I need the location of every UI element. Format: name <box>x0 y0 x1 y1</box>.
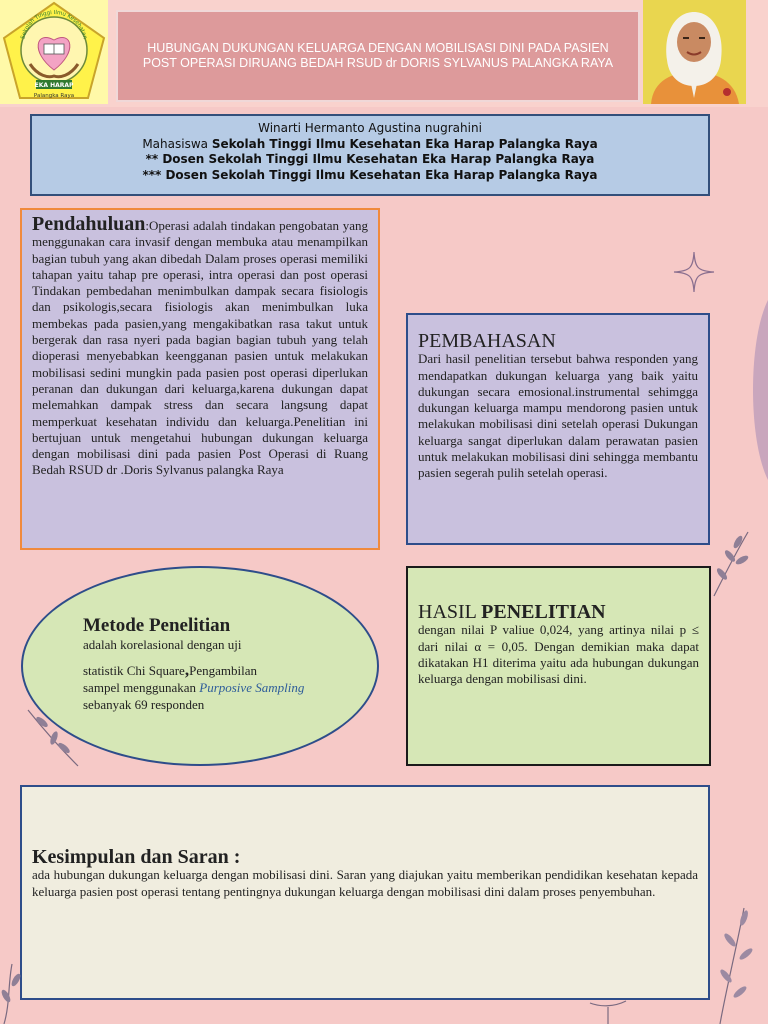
leaf-sprig-icon <box>708 528 754 598</box>
hasil-body: dengan nilai P valiue 0,024, yang artinya nilai p ≤ dari nilai α = 0,05. Dengan demikian maka dapat dikatakan H1 diterima yaitu ada hubungan dukungan keluarga dengan mobilisasi dini. <box>418 622 699 687</box>
author-photo <box>643 0 746 104</box>
arc-decoration-icon <box>748 300 768 480</box>
metode-heading: Metode Penelitian <box>83 615 231 636</box>
metode-italic-term: Purposive Sampling <box>199 680 305 695</box>
affiliation-line-3: *** Dosen Sekolah Tinggi Ilmu Kesehatan Eka Harap Palangka Raya <box>142 167 598 182</box>
institution-logo <box>0 0 108 104</box>
kesimpulan-body: ada hubungan dukungan keluarga dengan mobilisasi dini. Saran yang diajukan yaitu memberikan pendidikan kesehatan kepada keluarga pasien post operasi tentang pentingnya dukungan keluarga dengan mobilisasi dini dalam proses penyembuhan. <box>32 867 698 899</box>
hasil-heading-b: PENELITIAN <box>481 601 606 623</box>
metode-line-2-comma: , <box>184 660 190 679</box>
sparkle-icon <box>672 250 716 294</box>
hasil-heading-a: HASIL <box>418 601 477 623</box>
metode-line-2c: Pengambilan <box>189 663 257 678</box>
kesimpulan-section <box>20 785 710 1000</box>
hasil-section <box>406 566 711 766</box>
hasil-heading <box>418 601 699 623</box>
poster-title: HUBUNGAN DUKUNGAN KELUARGA DENGAN MOBILISASI DINI PADA PASIEN POST OPERASI DIRUANG BEDAH RSUD dr DORIS SYLVANUS PALANGKA RAYA <box>142 41 614 70</box>
affiliation-line-2: ** Dosen Sekolah Tinggi Ilmu Kesehatan Eka Harap Palangka Raya <box>145 152 595 166</box>
author-affiliation-box <box>30 114 710 196</box>
affiliation-line-1 <box>32 137 708 153</box>
logo-emblem <box>0 0 108 104</box>
pembahasan-body: Dari hasil penelitian tersebut bahwa responden yang mendapatkan dukungan keluarga yang baik yaitu dukungan secara emosional.instrumental sehimgga dukungan keluarga mampu mendorong pasien untuk melakukan mobilisasi dini setelah operasi Dukungan keluarga sangat diperlukan dalam perawatan pasien untuk melakukan mobilisasi dini sehingga membantu pasien segerah pulih setelah operasi. <box>418 351 698 481</box>
metode-section <box>83 617 313 713</box>
metode-tail: sebanyak 69 responden <box>83 697 205 712</box>
metode-line-2a: statistik Chi Square <box>83 663 185 678</box>
person-portrait-icon <box>643 0 746 104</box>
author-names: Winarti Hermanto Agustina nugrahini <box>258 121 482 135</box>
pembahasan-heading: PEMBAHASAN <box>418 330 556 352</box>
logo-banner-text: EKA HARAP <box>34 82 74 89</box>
kesimpulan-heading: Kesimpulan dan Saran : <box>32 846 241 868</box>
affiliation-institution: Sekolah Tinggi Ilmu Kesehatan Eka Harap Palangka Raya <box>211 136 598 151</box>
poster-title-box <box>116 10 640 102</box>
pembahasan-section <box>406 313 710 545</box>
pendahuluan-body: :Operasi adalah tindakan pengobatan yang menggunakan cara invasif dengan membuka atau menampilkan bagian tubuh yang akan dibedah Dalam proses operasi memiliki tahapan yaitu tahap pre operasi, intra operasi dan post operasi Tindakan pembedahan menimbulkan dampak secara fisiologis dan psikologis,secara fisiologis akan menimbulkan luka membekas pada pasien,yang mengakibatkan rasa takut untuk bergerak dan rasa nyeri pada bagian bagian tubuh yang telah dioperasi menyebabkan keengganan pasien untuk melakukan mobilisasi sedini mungkin pada pasien post operasi diperlukan peranan dan dukungan dari keluarga,karena dukungan dapat melemahkan dampak stress dan secara langsung dapat memperkuat kesehatan individu dan keluarga.Penelitian ini bertujuan untuk mengetahui hubungan dukungan keluarga dengan mobilisasi dini pada pasien Post Operasi di Ruang Bedah RSUD dr .Doris Sylvanus palangka Raya <box>32 218 368 478</box>
pendahuluan-section <box>20 208 380 550</box>
metode-line-2 <box>83 661 313 679</box>
metode-line-3 <box>83 679 313 713</box>
leaf-sprig-icon <box>700 900 768 1024</box>
metode-line-3-text: sampel menggunakan <box>83 680 196 695</box>
affiliation-prefix: Mahasiswa <box>142 136 208 151</box>
pendahuluan-heading: Pendahuluan <box>32 213 146 235</box>
logo-arc-text: Sekolah Tinggi Ilmu Kesehatan <box>20 9 88 40</box>
logo-city-text: Palangka Raya <box>33 93 75 99</box>
metode-line-1: adalah korelasional dengan uji <box>83 637 242 652</box>
